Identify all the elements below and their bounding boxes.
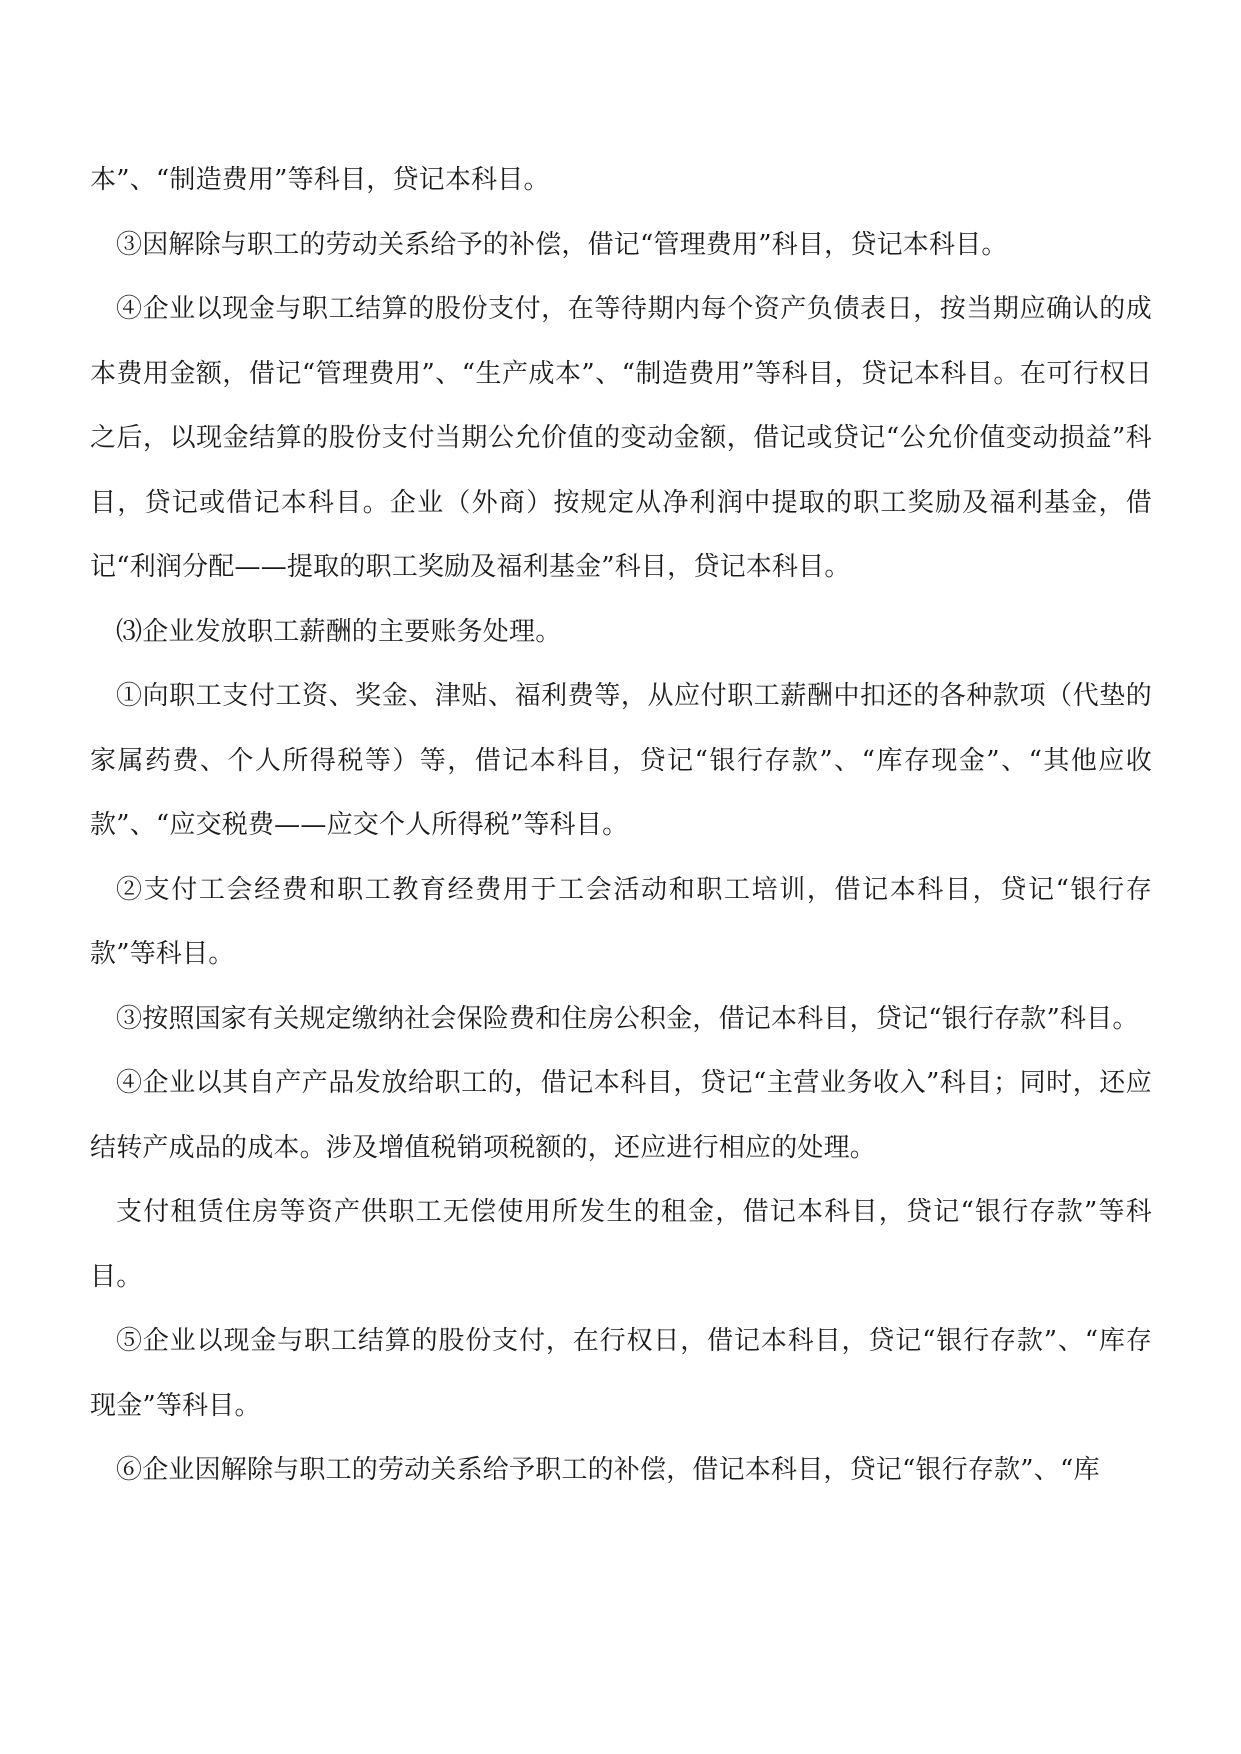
paragraph-share-payment-exercise: ⑤企业以现金与职工结算的股份支付，在行权日，借记本科目，贷记“银行存款”、“库存现金”等科目。 xyxy=(90,1326,1152,1421)
paragraph-dismissal-compensation: ③因解除与职工的劳动关系给予的补偿，借记“管理费用”科目，贷记本科目。 xyxy=(116,229,1008,260)
paragraph-continued: 本”、“制造费用”等科目，贷记本科目。 xyxy=(90,165,550,195)
document-page xyxy=(90,148,1152,1503)
paragraph-social-insurance: ③按照国家有关规定缴纳社会保险费和住房公积金，借记本科目，贷记“银行存款”科目。 xyxy=(116,1003,1139,1034)
paragraph-rent-payment: 支付租赁住房等资产供职工无偿使用所发生的租金，借记本科目，贷记“银行存款”等科目。 xyxy=(90,1197,1152,1292)
paragraph-products-to-employees: ④企业以其自产产品发放给职工的，借记本科目，贷记“主营业务收入”科目；同时，还应结转产成品的成本。涉及增值税销项税额的，还应进行相应的处理。 xyxy=(90,1068,1152,1163)
paragraph-cash-settled-share-payment: ④企业以现金与职工结算的股份支付，在等待期内每个资产负债表日，按当期应确认的成本费用金额，借记“管理费用”、“生产成本”、“制造费用”等科目，贷记本科目。在可行权日之后，以现金结算的股份支付当期公允价值的变动金额，借记或贷记“公允价值变动损益”科目，贷记或借记本科目。企业（外商）按规定从净利润中提取的职工奖励及福利基金，借记“利润分配——提取的职工奖励及福利基金”科目，贷记本科目。 xyxy=(90,294,1152,582)
section-heading-payroll-disbursement: ⑶企业发放职工薪酬的主要账务处理。 xyxy=(116,616,562,647)
paragraph-union-education-funds: ②支付工会经费和职工教育经费用于工会活动和职工培训，借记本科目，贷记“银行存款”等科目。 xyxy=(90,874,1152,969)
paragraph-termination-compensation: ⑥企业因解除与职工的劳动关系给予职工的补偿，借记本科目，贷记“银行存款”、“库 xyxy=(116,1455,1100,1485)
paragraph-wages-payment: ①向职工支付工资、奖金、津贴、福利费等，从应付职工薪酬中扣还的各种款项（代垫的家属药费、个人所得税等）等，借记本科目，贷记“银行存款”、“库存现金”、“其他应收款”、“应交税费——应交个人所得税”等科目。 xyxy=(90,681,1152,840)
